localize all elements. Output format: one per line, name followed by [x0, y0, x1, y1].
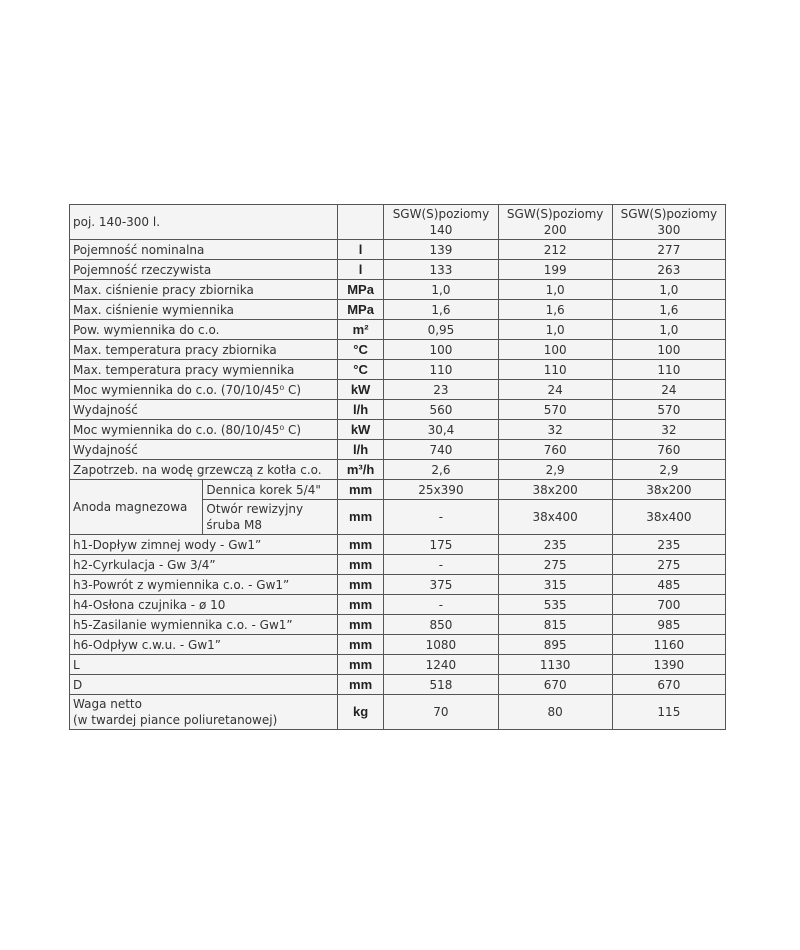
model-capacity: 300: [657, 223, 681, 237]
table-row: [70, 400, 726, 420]
row-value: 315: [498, 575, 612, 595]
row-value: 110: [384, 360, 498, 380]
row-label: h2-Cyrkulacja - Gw 3/4”: [70, 555, 338, 575]
row-label: Max. temperatura pracy zbiornika: [70, 340, 338, 360]
row-unit: mm: [337, 675, 383, 695]
row-value: 30,4: [384, 420, 498, 440]
row-value: 700: [612, 595, 725, 615]
row-value: 2,9: [612, 460, 725, 480]
row-unit: kW: [337, 380, 383, 400]
row-value: 38x400: [612, 500, 725, 535]
table-row: [70, 615, 726, 635]
row-value: -: [384, 595, 498, 615]
header-model-1: [384, 205, 498, 240]
row-value: 100: [384, 340, 498, 360]
row-value: 535: [498, 595, 612, 615]
table-row: [70, 655, 726, 675]
row-unit: kW: [337, 420, 383, 440]
row-value: 32: [612, 420, 725, 440]
header-model-2: [498, 205, 612, 240]
row-label: h4-Osłona czujnika - ø 10: [70, 595, 338, 615]
row-value: 1,6: [612, 300, 725, 320]
row-unit: mm: [337, 655, 383, 675]
row-label: [70, 695, 338, 730]
row-value: 38x200: [612, 480, 725, 500]
table-row: [70, 240, 726, 260]
table-row: [70, 480, 726, 500]
row-unit: mm: [337, 575, 383, 595]
anoda-sub-label-line: Otwór rewizyjny: [206, 502, 304, 516]
row-value: 375: [384, 575, 498, 595]
row-value: 115: [612, 695, 725, 730]
header-model-3: [612, 205, 725, 240]
row-value: 100: [498, 340, 612, 360]
table-row: [70, 300, 726, 320]
row-unit: m²: [337, 320, 383, 340]
row-value: 760: [498, 440, 612, 460]
row-label: h5-Zasilanie wymiennika c.o. - Gw1”: [70, 615, 338, 635]
table-row: [70, 460, 726, 480]
row-value: 23: [384, 380, 498, 400]
row-value: 1390: [612, 655, 725, 675]
row-label: D: [70, 675, 338, 695]
row-unit: mm: [337, 480, 383, 500]
row-value: 760: [612, 440, 725, 460]
row-unit: MPa: [337, 300, 383, 320]
row-value: 275: [498, 555, 612, 575]
row-label: Max. ciśnienie pracy zbiornika: [70, 280, 338, 300]
row-unit: kg: [337, 695, 383, 730]
row-value: 263: [612, 260, 725, 280]
row-value: 850: [384, 615, 498, 635]
row-value: 32: [498, 420, 612, 440]
row-unit: l/h: [337, 440, 383, 460]
row-label: Moc wymiennika do c.o. (80/10/45⁰ C): [70, 420, 338, 440]
row-value: 199: [498, 260, 612, 280]
table-row: [70, 340, 726, 360]
table-row: [70, 695, 726, 730]
row-unit: mm: [337, 535, 383, 555]
table-row: [70, 440, 726, 460]
model-capacity: 140: [429, 223, 453, 237]
row-label: Pojemność nominalna: [70, 240, 338, 260]
row-value: 2,6: [384, 460, 498, 480]
table-row: [70, 675, 726, 695]
header-row: [70, 205, 726, 240]
row-value: 670: [612, 675, 725, 695]
table-row: [70, 635, 726, 655]
row-value: 1,0: [612, 320, 725, 340]
row-unit: mm: [337, 635, 383, 655]
row-value: 1160: [612, 635, 725, 655]
row-value: 485: [612, 575, 725, 595]
table-row: [70, 360, 726, 380]
row-value: 24: [612, 380, 725, 400]
row-unit: l/h: [337, 400, 383, 420]
row-label: h3-Powrót z wymiennika c.o. - Gw1”: [70, 575, 338, 595]
row-label: Pojemność rzeczywista: [70, 260, 338, 280]
row-unit: mm: [337, 500, 383, 535]
row-unit: mm: [337, 595, 383, 615]
row-value: 740: [384, 440, 498, 460]
row-unit: MPa: [337, 280, 383, 300]
row-value: 1,0: [384, 280, 498, 300]
row-value: 1,0: [498, 320, 612, 340]
row-value: 38x200: [498, 480, 612, 500]
row-unit: °C: [337, 340, 383, 360]
row-value: 175: [384, 535, 498, 555]
row-value: 1240: [384, 655, 498, 675]
row-label: L: [70, 655, 338, 675]
table-row: [70, 595, 726, 615]
row-label: h6-Odpływ c.w.u. - Gw1”: [70, 635, 338, 655]
row-value: 985: [612, 615, 725, 635]
row-value: 1,0: [612, 280, 725, 300]
row-unit: mm: [337, 555, 383, 575]
row-value: 2,9: [498, 460, 612, 480]
row-unit: l: [337, 260, 383, 280]
table-row: [70, 320, 726, 340]
row-label: Max. ciśnienie wymiennika: [70, 300, 338, 320]
table-row: [70, 380, 726, 400]
row-value: 38x400: [498, 500, 612, 535]
row-value: 25x390: [384, 480, 498, 500]
row-value: 100: [612, 340, 725, 360]
row-value: 895: [498, 635, 612, 655]
row-value: 1,6: [498, 300, 612, 320]
weight-label-line: (w twardej piance poliuretanowej): [73, 713, 278, 727]
row-value: 1080: [384, 635, 498, 655]
table-row: [70, 260, 726, 280]
row-value: 235: [612, 535, 725, 555]
row-value: 570: [498, 400, 612, 420]
row-label: Zapotrzeb. na wodę grzewczą z kotła c.o.: [70, 460, 338, 480]
table-row: [70, 555, 726, 575]
row-value: 235: [498, 535, 612, 555]
row-label: Wydajność: [70, 400, 338, 420]
row-value: 275: [612, 555, 725, 575]
model-name: SGW(S)poziomy: [392, 207, 490, 221]
table-row: [70, 420, 726, 440]
row-unit: mm: [337, 615, 383, 635]
row-value: 0,95: [384, 320, 498, 340]
header-label: poj. 140-300 l.: [70, 205, 338, 240]
row-unit: l: [337, 240, 383, 260]
row-value: 110: [612, 360, 725, 380]
anoda-sub-label-line: śruba M8: [206, 518, 262, 532]
row-value: 277: [612, 240, 725, 260]
row-value: 24: [498, 380, 612, 400]
spec-table: [69, 204, 726, 730]
row-value: 80: [498, 695, 612, 730]
weight-label-line: Waga netto: [73, 697, 142, 711]
row-value: 1,6: [384, 300, 498, 320]
table-row: [70, 575, 726, 595]
row-value: 1130: [498, 655, 612, 675]
row-value: 110: [498, 360, 612, 380]
row-value: 1,0: [498, 280, 612, 300]
row-unit: m³/h: [337, 460, 383, 480]
row-label: Max. temperatura pracy wymiennika: [70, 360, 338, 380]
row-unit: °C: [337, 360, 383, 380]
model-name: SGW(S)poziomy: [506, 207, 604, 221]
row-value: 70: [384, 695, 498, 730]
row-value: 139: [384, 240, 498, 260]
row-label: Wydajność: [70, 440, 338, 460]
row-label: Moc wymiennika do c.o. (70/10/45⁰ C): [70, 380, 338, 400]
anoda-label: Anoda magnezowa: [70, 480, 203, 535]
anoda-sub-label: [203, 500, 337, 535]
model-name: SGW(S)poziomy: [620, 207, 718, 221]
row-value: 133: [384, 260, 498, 280]
row-label: Pow. wymiennika do c.o.: [70, 320, 338, 340]
table-row: [70, 280, 726, 300]
row-value: 518: [384, 675, 498, 695]
header-unit-cell: [337, 205, 383, 240]
table-row: [70, 535, 726, 555]
row-value: 560: [384, 400, 498, 420]
row-value: 670: [498, 675, 612, 695]
model-capacity: 200: [543, 223, 567, 237]
row-value: -: [384, 500, 498, 535]
row-value: 212: [498, 240, 612, 260]
row-value: 815: [498, 615, 612, 635]
row-value: 570: [612, 400, 725, 420]
row-label: h1-Dopływ zimnej wody - Gw1”: [70, 535, 338, 555]
row-value: -: [384, 555, 498, 575]
anoda-sub-label: Dennica korek 5/4": [203, 480, 337, 500]
